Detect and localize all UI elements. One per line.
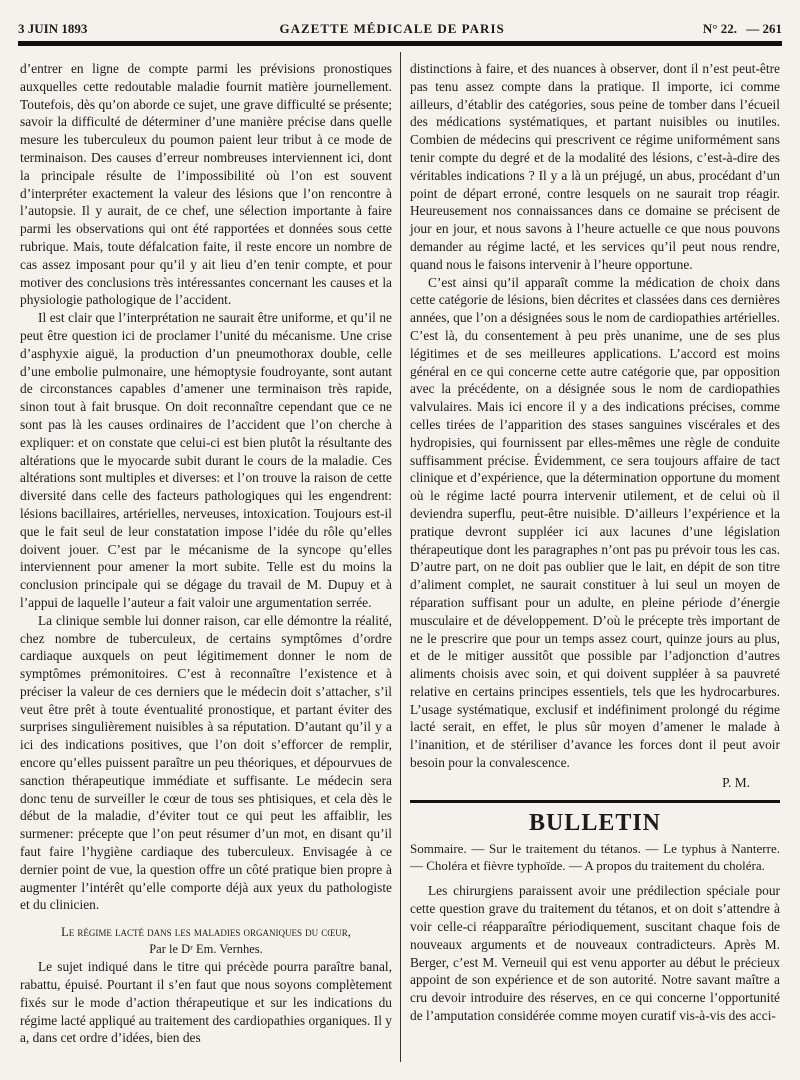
header-rule [18,41,782,46]
masthead [18,18,782,40]
paragraph: Les chirurgiens paraissent avoir une prédilection spéciale pour cette question grave du traitement du tétanos, et on doit s’attendre à voir celle-ci réapparaître périodiquement, suscitant chaque fois de nouveaux arguments et de nouveaux contradicteurs. Après M. Berger, c’est M. Verneuil qui est venu apporter au début le précieux appoint de son expérience et de son autorité. Notre savant maître a cru devoir introduire des réserves, en ce qui concerne l’opportunité de l’amputation considérée comme moyen curatif vis-à-vis des acci- [410,883,780,1024]
summary: Sommaire. — Sur le traitement du tétanos. — Le typhus à Nanterre. — Choléra et fièvre typhoïde. — A propos du traitement du choléra. [410,841,780,874]
paragraph: Il est clair que l’interprétation ne saurait être uniforme, et qu’il ne peut être question ici de proclamer l’unité du mécanisme. Une crise d’asphyxie aiguë, la production d’un pneumothorax double, celle d’une embolie pulmonaire, une hémoptysie foudroyante, sont autant de circonstances capables d’amener une terminaison très rapide, sinon tout à fait brusque. On doit reconnaître cependant que ce ne sont pas là les causes ordinaires de l’accident que l’on cherche à expliquer: et on constate que celui-ci est bien plutôt la résultante des altérations que le myocarde subit durant le cours de la maladie. Ces altérations sont multiples et diverses: et l’on trouve la raison de cette diversité dans celle des facteurs pathologiques qui les engendrent: lésions bacillaires, artérielles, nerveuses, intoxication. Toujours est-il que le fait seul de leur constatation impose l’idée du rôle qu’elles doivent jouer. C’est par le mécanisme de la syncope qu’elles interviennent pour amener la mort subite. Telle est du moins la conclusion principale qui se dégage du travail de M. Dupuy et à l’appui de laquelle l’auteur a fait valoir une argumentation serrée. [20,310,392,610]
bulletin-section [410,800,780,1025]
paragraph: C’est ainsi qu’il apparaît comme la médication de choix dans cette catégorie de lésions, bien décrites et classées dans ces dernières années, que l’on a désignées sous le nom de cardiopathies artérielles. C’est là, du consentement à peu près unanime, une de ses plus légitimes et de ses meilleures applications. L’accord est moins général en ce qui concerne cette autre catégorie que, par opposition avec la précédente, on a désignée sous le nom de cardiopathies valvulaires. Mais ici encore il y a des indications précises, comme celles tirées de l’apparition des stases sanguines viscérales et des hydropisies, qui fournissent par elles-mêmes une règle de conduite suffisamment précise. Évidemment, ce sera toujours affaire de tact clinique et d’expérience, que la détermination opportune du moment où le régime lacté pourra intervenir utilement, et de celui où il deviendra superflu, peut-être nuisible. D’ailleurs l’expérience et la pratique devront suppléer ici aux lacunes d’une législation thérapeutique dont les paragraphes n’ont pas pu prévoir tous les cas. D’autre part, on ne doit pas oublier que le lait, en dépit de son titre d’aliment complet, ne saurait constituer à lui seul un moyen de réparation suffisant pour un adulte, en pleine période d’énergie musculaire et de développement. D’où le précepte très important de ne le prescrire que pour un temps assez court, quinze jours au plus, et de le mitiger aussitôt que possible par l’adjonction d’autres aliments choisis avec soin, et qui doivent suppléer à sa pauvreté relative en certains principes essentiels, tels que les hydrocarbures. L’usage systématique, exclusif et indéfiniment prolongé du régime lacté serait, en effet, le plus sûr moyen d’amener le malade à l’inanition, et de stériliser d’avance les forces dont il peut avoir besoin pour la convalescence. [410,274,780,771]
paragraph: La clinique semble lui donner raison, car elle démontre la réalité, chez nombre de tuberculeux, de certains symptômes d’ordre cardiaque auxquels on peut légitimement donner le nom de symptômes prémonitoires. C’est à reconnaître l’existence et à préciser la valeur de ces derniers que le médecin doit s’attacher, s’il veut être prêt à toute éventualité pronostique, et partant éviter des surprises singulièrement nuisibles à sa réputation. D’autant qu’il y a ici des indications positives, que l’on doit s’efforcer de remplir, encore qu’elles puissent paraître un peu théoriques, et dépourvues de sanction thérapeutique immédiate et suffisante. Le médecin sera donc tenu de surveiller le cœur de tous ses phtisiques, et cela dès le début de la maladie, d’éviter tout ce qui peut les affaiblir, les surmener: précepte que l’on peut résumer d’un mot, en disant qu’il faut faire l’hygiène cardiaque des tuberculeux. Envisagée à ce dernier point de vue, la question offre un côté pratique bien propre à augmenter l’intérêt qu’elle comporte déjà aux yeux du pathologiste et du clinicien. [20,612,392,913]
article-byline: Par le Dʳ Em. Vernhes. [149,942,263,957]
paragraph: Le sujet indiqué dans le titre qui précède pourra paraître banal, rabattu, épuisé. Pourtant il s’en faut que nous soyons complètement fixés sur le mode d’action thérapeutique et sur les indications du régime lacté appliqué au traitement des cardiopathies organiques. Il y a, dans cet ordre d’idées, bien des [20,959,392,1046]
column-divider [400,52,401,1062]
page-number: — 261 [746,21,782,36]
paragraph: d’entrer en ligne de compte parmi les prévisions pronostiques auxquelles cette redoutable maladie fournit matière journellement. Toutefois, dès qu’on aborde ce sujet, une grave difficulté se présente; savoir la difficulté de déterminer d’une manière précise dans quelle mesure les tuberculeux du poumon paient leur tribut à ce mode de terminaison. Des causes d’erreur nombreuses interviennent ici, dont la principale résulte de l’impossibilité où l’on est souvent d’interpréter exactement la valeur des lésions que l’on rencontre à l’autopsie. Il y aurait, de ce chef, une sélection importante à faire parmi les observations qui ont été rapportées et données sous cette rubrique. Mais, toute défalcation faite, il reste encore un nombre de cas assez imposant pour qu’il y ait lieu d’en tenir compte, et pour motiver des conclusions très intéressantes concernant les causes et la physiologie pathologique de l’accident. [20,61,392,308]
issue-date: 3 JUIN 1893 [18,21,88,36]
newspaper-title: GAZETTE MÉDICALE DE PARIS [279,21,505,36]
bulletin-title: BULLETIN [528,809,662,836]
paragraph: distinctions à faire, et des nuances à observer, dont il n’est peut-être pas tenu assez compte dans la pratique. Il importe, ici comme ailleurs, d’établir des catégories, sous peine de tomber dans l’écueil des médications systématiques, et partant nuisibles ou inutiles. Combien de médecins qui prescrivent ce régime uniformément sans tenir compte du degré et de la modalité des lésions, c’est-à-dire des véritables indications ? Il y a là un préjugé, un abus, procédant d’un point de départ erroné, contre lesquels on ne saurait trop réagir. Heureusement nos connaissances dans ce domaine se précisent de jour en jour, et nous savons à l’heure actuelle ce que nous pouvons demander au régime lacté, et les services qu’il peut nous rendre, quand nous le faisons intervenir à l’heure opportune. [410,61,780,272]
article-heading [20,924,392,958]
signature: P. M. [722,774,750,790]
issue-page-number [697,21,782,37]
issue-number: N° 22. [702,21,737,36]
article-title: Le régime lacté dans les maladies organiques du cœur, [61,925,351,940]
right-column [410,60,780,1025]
left-column [20,60,392,1047]
